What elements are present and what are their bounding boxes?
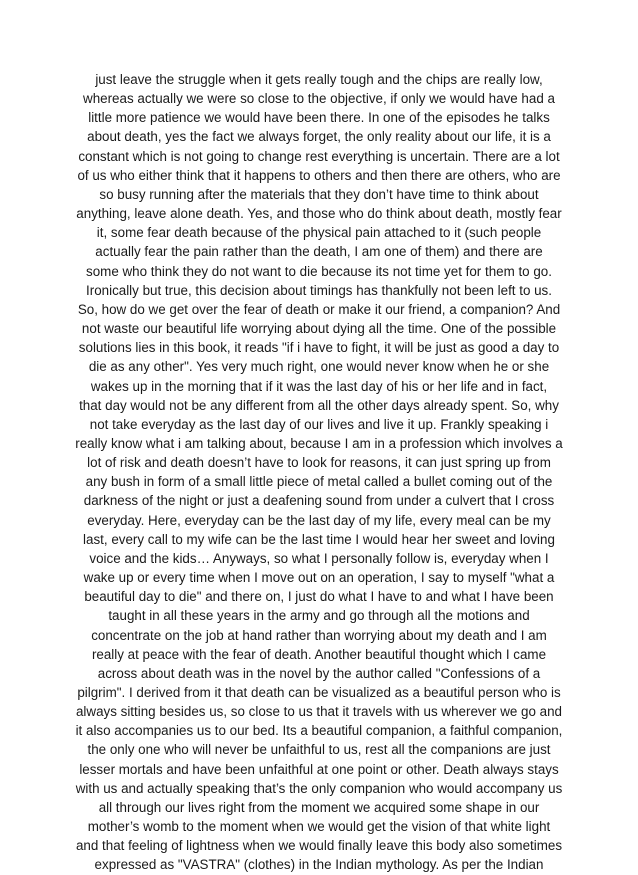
text-line: the only one who will never be unfaithful to us, rest all the companions are just — [87, 742, 551, 758]
text-line: everyday. Here, everyday can be the last day of my life, every meal can be my — [87, 512, 551, 528]
text-line: taught in all these years in the army and go through all the motions and — [108, 608, 530, 624]
text-line: it also accompanies us to our bed. Its a beautiful companion, a faithful companion, — [75, 723, 563, 739]
text-line: lesser mortals and have been unfaithful at one point or other. Death always stays — [79, 761, 559, 777]
text-line: that day would not be any different from all the other days already spent. So, why — [79, 397, 559, 413]
text-line: lot of risk and death doesn’t have to look for reasons, it can just spring up from — [87, 455, 551, 471]
text-line: pilgrim". I derived from it that death can be visualized as a beautiful person who is — [77, 685, 561, 700]
text-line: all through our lives right from the moment we acquired some shape in our — [98, 799, 540, 815]
text-line: concentrate on the job at hand rather than worrying about my death and I am — [91, 627, 547, 643]
body-text — [66, 70, 572, 875]
text-line: whereas actually we were so close to the objective, if only we would have had a — [83, 91, 555, 107]
text-line: with us and actually speaking that’s the only companion who would accompany us — [75, 780, 563, 796]
text-line: beautiful day to die" and there on, I just do what I have to and what I have been — [84, 589, 554, 605]
text-line: really at peace with the fear of death. Another beautiful thought which I came — [91, 646, 547, 662]
text-line: voice and the kids… Anyways, so what I personally follow is, everyday when I — [89, 550, 549, 566]
text-line: so busy running after the materials that they don’t have time to think about — [99, 186, 539, 202]
text-line: actually fear the pain rather than the death, I am one of them) and there are — [95, 244, 543, 260]
text-line: darkness of the night or just a deafening sound from under a culvert that I cross — [83, 493, 555, 509]
text-line: it, some fear death because of the physical pain attached to it (such people — [96, 225, 542, 241]
text-line: about death, yes the fact we always forget, the only reality about our life, it is a — [87, 129, 551, 145]
text-line: always sitting besides us, so close to us that it travels with us wherever we go and — [75, 704, 563, 720]
text-line: not take everyday as the last day of our lives and live it up. Frankly speaking i — [89, 416, 549, 432]
text-line: wakes up in the morning that if it was the last day of his or her life and in fact, — [90, 378, 548, 394]
text-line: constant which is not going to change rest everything is uncertain. There are a lot — [78, 148, 560, 164]
text-line: really know what i am talking about, because I am in a profession which involves a — [75, 435, 563, 451]
text-line: anything, leave alone death. Yes, and those who do think about death, mostly fear — [76, 206, 562, 222]
text-line: Ironically but true, this decision about timings has thankfully not been left to us. — [86, 282, 552, 298]
text-line: and that feeling of lightness when we would finally leave this body also sometimes — [75, 838, 563, 854]
text-line: mother’s womb to the moment when we would get the vision of that white light — [87, 819, 551, 835]
text-line: solutions lies in this book, it reads "if i have to fight, it will be just as good a day to — [78, 340, 560, 356]
text-line: some who think they do not want to die because its not time yet for them to go. — [86, 263, 552, 279]
text-line: across about death was in the novel by the author called "Confessions of a — [97, 665, 541, 681]
text-line: just leave the struggle when it gets really tough and the chips are really low, — [95, 72, 543, 87]
text-line: little more patience we would have been there. In one of the episodes he talks — [88, 110, 550, 126]
text-line: of us who either think that it happens to others and then there are others, who are — [77, 167, 561, 183]
text-line: So, how do we get over the fear of death or make it our friend, a companion? And — [77, 301, 561, 317]
text-line: not waste our beautiful life worrying about dying all the time. One of the possible — [81, 321, 557, 337]
text-line: wake up or every time when I move out on an operation, I say to myself "what a — [83, 570, 555, 586]
text-line: any bush in form of a small little piece of metal called a bullet coming out of the — [85, 474, 553, 490]
text-line: last, every call to my wife can be the last time I would hear her sweet and loving — [83, 531, 555, 547]
text-line: expressed as "VASTRA" (clothes) in the Indian mythology. As per the Indian — [94, 857, 544, 873]
text-line: die as any other". Yes very much right, one would never know when he or she — [88, 359, 550, 375]
